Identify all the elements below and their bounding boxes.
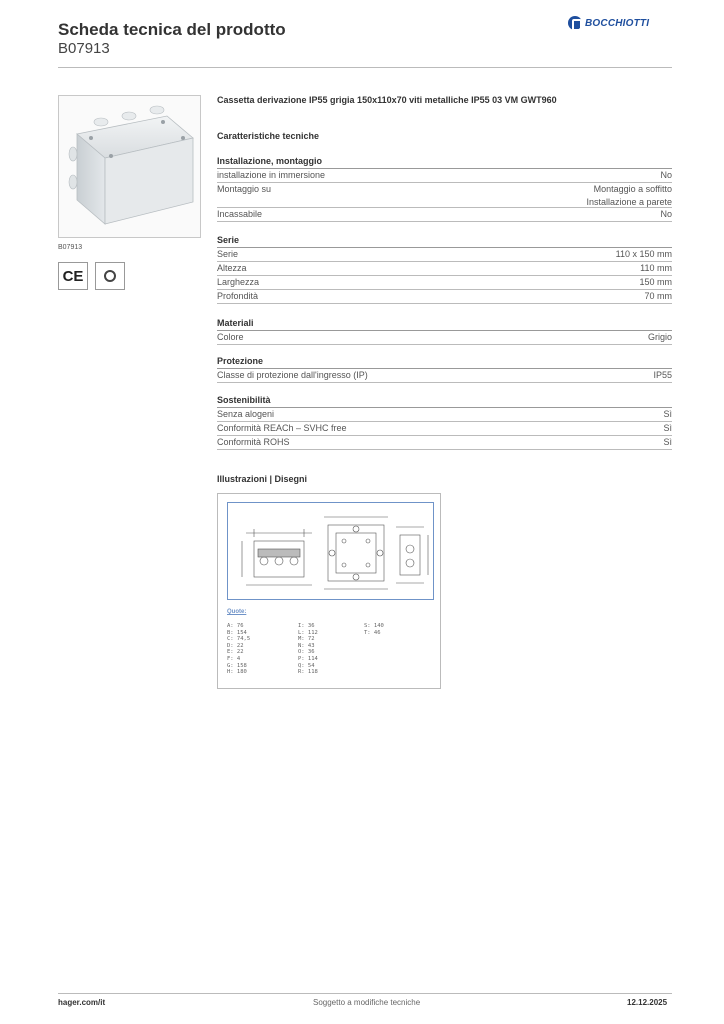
section-installazione <box>217 156 672 222</box>
quote-item: A: 76 <box>227 623 244 629</box>
spec-label: Altezza <box>217 263 247 273</box>
spec-value: Sì <box>663 423 672 433</box>
dimension-drawing-icon <box>228 503 435 601</box>
footer-date: 12.12.2025 <box>627 998 668 1007</box>
quote-item: M: 72 <box>298 636 315 643</box>
spec-value: Sì <box>663 437 672 447</box>
quote-item: Q: 54 <box>298 662 315 669</box>
spec-row <box>217 183 672 208</box>
spec-row <box>217 276 672 290</box>
spec-row <box>217 208 672 222</box>
spec-label: Incassabile <box>217 209 263 219</box>
section-serie <box>217 235 672 304</box>
quote-item: N: 43 <box>298 642 315 649</box>
spec-value: 110 mm <box>640 263 672 273</box>
logo-icon <box>568 16 582 30</box>
spec-value: Grigio <box>647 332 672 342</box>
quote-item: I: 36 <box>298 623 315 629</box>
quote-item: E: 22 <box>227 649 244 656</box>
quote-item: R: 118 <box>298 669 318 676</box>
spec-label: Classe di protezione dall'ingresso (IP) <box>217 370 368 380</box>
spec-value: 110 x 150 mm <box>615 249 672 259</box>
quote-item: L: 112 <box>298 629 318 636</box>
brand-logo <box>568 16 649 30</box>
certification-mark-icon <box>95 262 125 290</box>
product-description: Cassetta derivazione IP55 grigia 150x110x70 viti metalliche IP55 03 VM GWT960 <box>217 95 557 105</box>
spec-label: Montaggio su <box>217 184 272 194</box>
section-title: Installazione, montaggio <box>217 156 672 169</box>
illustrations-heading: Illustrazioni | Disegni <box>217 474 308 484</box>
technical-drawing <box>217 493 441 689</box>
junction-box-icon <box>59 96 202 239</box>
spec-label: Senza alogeni <box>217 409 275 419</box>
spec-row <box>217 422 672 436</box>
spec-label: Colore <box>217 332 244 342</box>
footer-note: Soggetto a modifiche tecniche <box>313 998 421 1007</box>
page-title: Scheda tecnica del prodotto <box>58 20 286 39</box>
section-title: Serie <box>217 235 672 248</box>
spec-row <box>217 369 672 383</box>
quote-item: C: 74,5 <box>227 636 251 643</box>
spec-row <box>217 408 672 422</box>
section-sostenibilita <box>217 395 672 450</box>
spec-label: installazione in immersione <box>217 170 326 180</box>
spec-row <box>217 262 672 276</box>
spec-row <box>217 436 672 450</box>
spec-value: 150 mm <box>639 277 672 287</box>
quote-item: B: 154 <box>227 629 247 636</box>
section-title: Protezione <box>217 356 672 369</box>
spec-value: No <box>660 209 672 219</box>
quote-item: S: 140 <box>364 623 384 629</box>
tech-heading: Caratteristiche tecniche <box>217 131 320 141</box>
cert-circle <box>104 270 116 282</box>
spec-value <box>586 183 672 207</box>
spec-value-line: Montaggio a soffitto <box>593 184 672 194</box>
spec-label: Conformità REACh – SVHC free <box>217 423 347 433</box>
spec-value: IP55 <box>653 370 672 380</box>
quote-item: P: 114 <box>298 655 318 662</box>
logo-text: BOCCHIOTTI <box>585 17 650 29</box>
spec-row <box>217 169 672 183</box>
spec-label: Serie <box>217 249 239 259</box>
spec-label: Conformità ROHS <box>217 437 290 447</box>
spec-row <box>217 331 672 345</box>
spec-label: Larghezza <box>217 277 260 287</box>
header-divider <box>58 67 672 68</box>
spec-row <box>217 248 672 262</box>
quote-column <box>298 623 318 676</box>
spec-value: No <box>660 170 672 180</box>
drawing-frame <box>227 502 434 600</box>
spec-label: Profondità <box>217 291 259 301</box>
quote-item: O: 36 <box>298 649 315 656</box>
quote-title: Quote: <box>227 609 247 615</box>
quote-item: F: 4 <box>227 655 241 662</box>
quote-item: G: 158 <box>227 662 247 669</box>
ce-mark-icon: CE <box>58 262 88 290</box>
footer-divider <box>58 993 672 994</box>
quote-item: D: 22 <box>227 642 244 649</box>
quote-column <box>364 623 384 636</box>
image-caption: B07913 <box>58 244 83 251</box>
spec-value-line: Installazione a parete <box>586 197 672 207</box>
section-title: Sostenibilità <box>217 395 672 408</box>
spec-row <box>217 290 672 304</box>
section-materiali <box>217 318 672 345</box>
section-protezione <box>217 356 672 383</box>
footer-website: hager.com/it <box>58 998 106 1007</box>
product-code: B07913 <box>58 40 110 57</box>
spec-value: Sì <box>663 409 672 419</box>
quote-item: T: 46 <box>364 629 381 636</box>
spec-value: 70 mm <box>644 291 672 301</box>
section-title: Materiali <box>217 318 672 331</box>
quote-item: H: 180 <box>227 669 247 676</box>
product-image <box>58 95 201 238</box>
quote-column <box>227 623 250 676</box>
